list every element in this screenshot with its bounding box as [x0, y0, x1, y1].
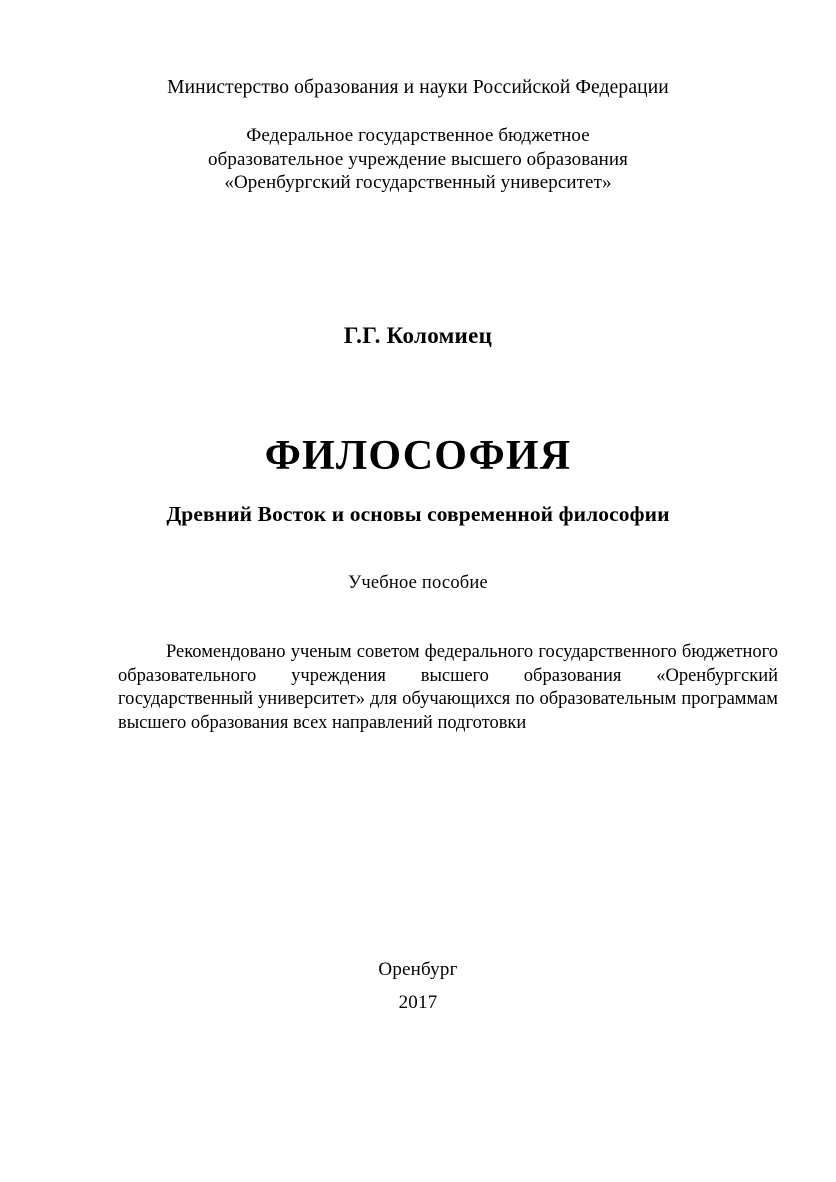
- page-subtitle: Древний Восток и основы современной философии: [166, 502, 670, 526]
- imprint-year: 2017: [398, 992, 438, 1013]
- institution-line-3: «Оренбургский государственный университет»: [224, 172, 612, 193]
- ministry-line: Министерство образования и науки Российской Федерации: [167, 77, 669, 98]
- institution-line-2: образовательное учреждение высшего образования: [208, 148, 628, 170]
- recommendation-paragraph: Рекомендовано ученым советом федерального государственного бюджетного образовательного учреждения высшего образования «Оренбургский государственный университет» для обучающихся по образовательным программам высшего образования всех направлений подготовки: [118, 642, 778, 733]
- page-title: ФИЛОСОФИЯ: [264, 433, 572, 479]
- imprint-block: [0, 958, 836, 1015]
- author-name: Г.Г. Коломиец: [343, 323, 493, 348]
- institution-block: [0, 124, 836, 195]
- publication-kind: Учебное пособие: [348, 573, 488, 593]
- imprint-city: Оренбург: [378, 959, 458, 980]
- document-header: [0, 76, 836, 195]
- institution-line-1: Федеральное государственное бюджетное: [246, 125, 590, 146]
